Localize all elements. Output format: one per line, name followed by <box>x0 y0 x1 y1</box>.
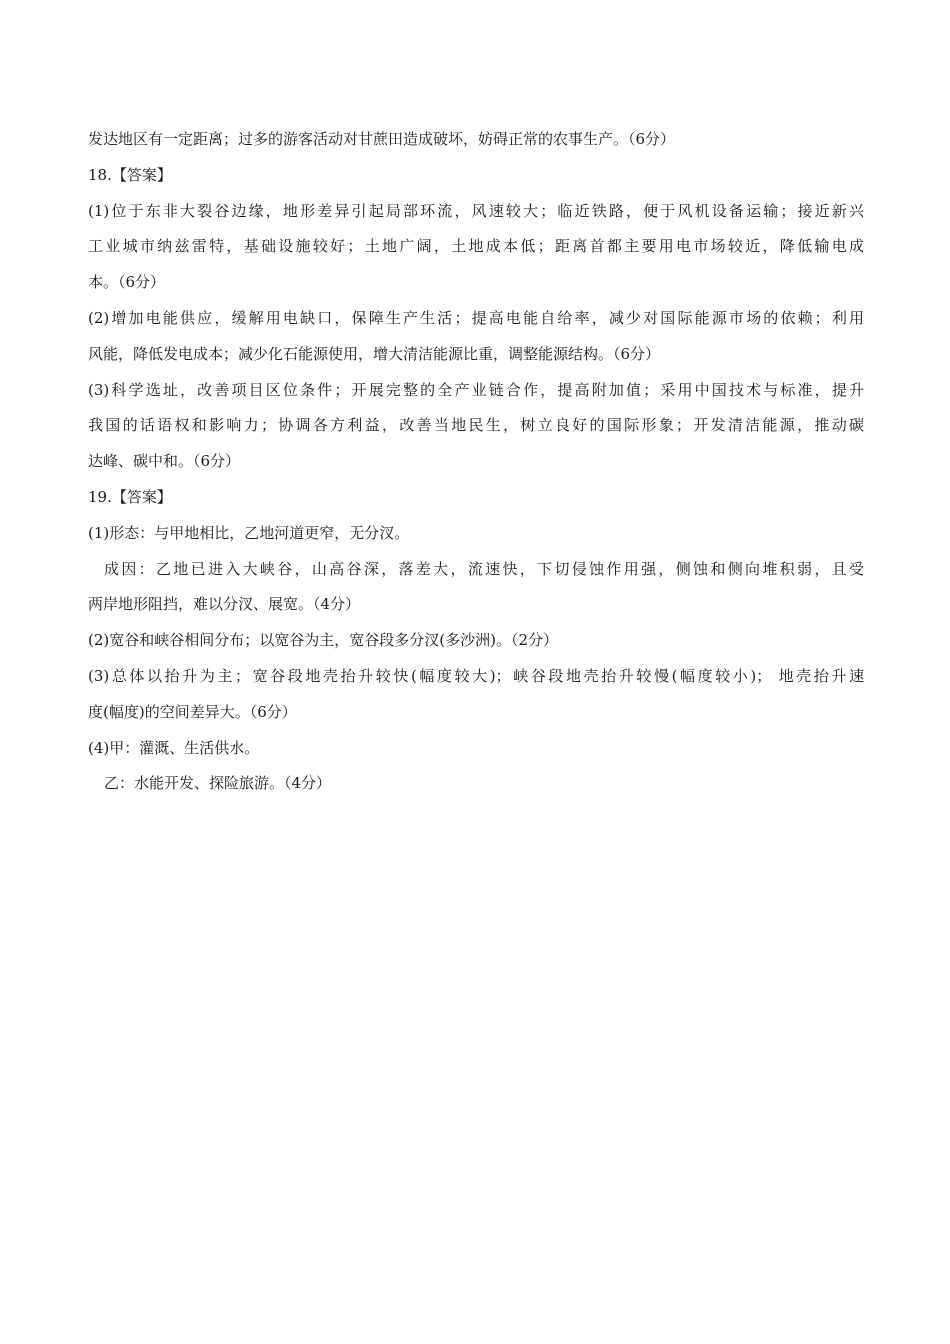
answer-text-block <box>88 122 864 802</box>
text-line: 度(幅度)的空间差异大。（6分） <box>88 702 297 721</box>
text-line: 19.【答案】 <box>88 487 172 506</box>
text-line: (4)甲：灌溉、生活供水。 <box>88 738 260 757</box>
text-line: (2)增加电能供应，缓解用电缺口，保障生产生活；提高电能自给率，减少对国际能源市场的依赖；利用 <box>88 308 864 327</box>
text-line: (3)科学选址，改善项目区位条件；开展完整的全产业链合作，提高附加值；采用中国技术与标准，提升 <box>88 380 864 399</box>
text-line: (1)形态：与甲地相比，乙地河道更窄，无分汊。 <box>88 523 410 542</box>
text-line: 风能，降低发电成本；减少化石能源使用，增大清洁能源比重，调整能源结构。（6分） <box>88 344 661 363</box>
text-line: 乙：水能开发、探险旅游。（4分） <box>104 774 332 793</box>
text-line: 我国的话语权和影响力；协调各方利益，改善当地民生，树立良好的国际形象；开发清洁能源，推动碳 <box>88 416 864 435</box>
text-line: 发达地区有一定距离；过多的游客活动对甘蔗田造成破坏，妨碍正常的农事生产。（6分） <box>88 130 676 148</box>
text-line: (2)宽谷和峡谷相间分布；以宽谷为主，宽谷段多分汊(多沙洲)。（2分） <box>88 631 558 650</box>
text-line: 18.【答案】 <box>88 165 172 184</box>
text-line: 达峰、碳中和。（6分） <box>88 452 241 471</box>
text-line: 工业城市纳兹雷特，基础设施较好；土地广阔，土地成本低；距离首都主要用电市场较近，降低输电成 <box>88 237 864 256</box>
text-line: 本。（6分） <box>88 273 166 292</box>
text-line: 两岸地形阻挡，难以分汊、展宽。（4分） <box>88 595 361 614</box>
text-line: (3)总体以抬升为主；宽谷段地壳抬升较快(幅度较大)；峡谷段地壳抬升较慢(幅度较小)； 地壳抬升速 <box>88 666 864 685</box>
text-line: (1)位于东非大裂谷边缘，地形差异引起局部环流，风速较大；临近铁路，便于风机设备运输；接近新兴 <box>88 201 864 220</box>
text-line: 成因：乙地已进入大峡谷，山高谷深，落差大，流速快，下切侵蚀作用强，侧蚀和侧向堆积弱，且受 <box>104 559 864 578</box>
